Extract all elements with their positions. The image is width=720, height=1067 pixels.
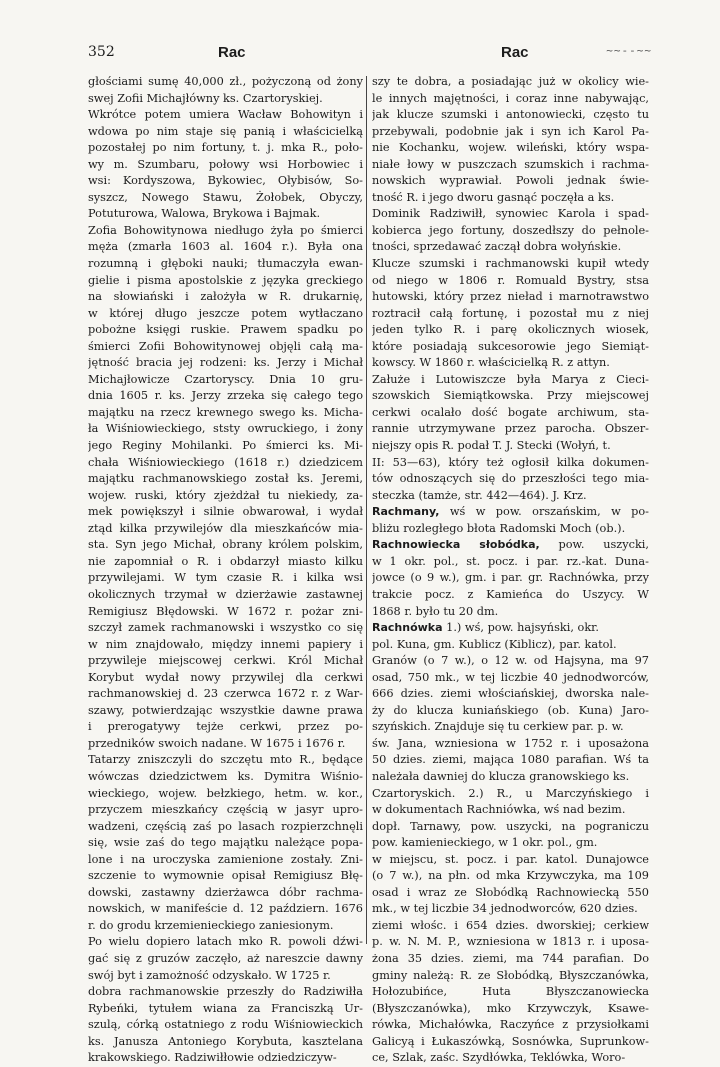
text-line: rozumną i głęboki nauki; tłumaczyła ewan- xyxy=(88,257,363,271)
text-line: Czartoryskich. 2.) R., u Marczyńskiego i xyxy=(372,786,649,800)
text-line: przebywali, podobnie jak i syn ich Karol Pa- xyxy=(372,124,649,138)
text-line: krakowskiego. Radziwiłłowie odziedziczyw- xyxy=(88,1051,337,1065)
text-line: swej Zofii Michajłówny ks. Czartoryskiej. xyxy=(88,91,323,105)
text-line: roztracił całą fortunę, i pozostał mu z niej xyxy=(372,306,649,320)
text-line: 1868 r. było tu 20 dm. xyxy=(372,604,499,618)
text-line: syszcz, Nowego Stawu, Żołobek, Obyczy, xyxy=(88,190,363,204)
text-line: (Błyszczanówka), mko Krzywczyk, Ksawe- xyxy=(372,1001,649,1015)
text-line: rówka, Michałówka, Raczyńce z przysiołkami xyxy=(372,1018,649,1032)
text-line: okolicznych trzymał w dzierżawie zastawnej xyxy=(88,587,363,601)
text-line: przywilejami. W tym czasie R. i kilka wsi xyxy=(88,571,363,585)
text-line: kobierca jego fortuny, doszedłszy do pełnole- xyxy=(372,223,649,237)
text-line: Rybeńki, tytułem wiana za Franciszką Ur- xyxy=(88,1001,363,1015)
text-line: jowce (o 9 w.), gm. i par. gr. Rachnówka, przy xyxy=(372,571,649,585)
text-line: i prerogatywy tejże cerkwi, przez po- xyxy=(88,720,363,734)
text-line: wojew. ruski, który zjeżdżał tu niekiedy, za- xyxy=(88,488,363,502)
text-line: szczył zamek rachmanowski i wszystko co się xyxy=(88,621,363,635)
text-line: 666 dzies. ziemi włościańskiej, dworska nale- xyxy=(372,687,649,701)
text-line: majątku rachmanowskiego został ks. Jeremi, xyxy=(88,472,363,486)
text-line: Michajłowicze Czartoryscy. Dnia 10 gru- xyxy=(88,372,363,386)
text-line: od niego w 1806 r. Romuald Bystry, stsa xyxy=(372,273,649,287)
text-line: ziemi włośc. i 654 dzies. dworskiej; cerkiew xyxy=(372,918,649,932)
text-line: szawy, potwierdzając wszystkie dawne prawa xyxy=(88,703,363,717)
text-line: dowski, zastawny dzierżawca dóbr rachma- xyxy=(88,885,363,899)
text-line: w miejscu, st. pocz. i par. katol. Dunajowce xyxy=(372,852,649,866)
text-line: głościami sumę 40,000 zł., pożyczoną od żony xyxy=(88,75,363,88)
text-line: Rachnowiecka słobódka, pow. uszycki, xyxy=(372,538,649,552)
text-line: Wkrótce potem umiera Wacław Bohowityn i xyxy=(88,108,363,122)
text-line: ks. Janusza Antoniego Korybuta, kasztelana xyxy=(88,1034,363,1048)
entry-headword: Rachnowiecka słobódka, xyxy=(372,538,540,552)
text-line: gielie i pisma apostolskie z języka greckiego xyxy=(88,273,363,287)
text-line: wieckiego, wojew. bełzkiego, hetm. w. kor., xyxy=(88,786,363,800)
text-line: 50 dzies. ziemi, mająca 1080 parafian. Wś ta xyxy=(372,753,649,767)
text-line: dopł. Tarnawy, pow. uszycki, na pograniczu xyxy=(372,819,649,833)
text-line: tności, sprzedawać zaczął dobra wołyńskie. xyxy=(372,240,622,254)
text-line: Potuturowa, Walowa, Brykowa i Bajmak. xyxy=(88,207,321,221)
text-line: przywileje miejscowej cerkwi. Król Michał xyxy=(88,654,363,668)
text-line: tność R. i jego dworu gasnąć poczęła a ks. xyxy=(372,190,615,204)
text-line: Remigiusz Błędowski. W 1672 r. pożar zni- xyxy=(88,604,363,618)
text-line: swój byt i zamożność odzyskało. W 1725 r. xyxy=(88,968,331,982)
page-number: 352 xyxy=(88,44,115,60)
text-line: szczenie to wymownie opisał Remigiusz Błę- xyxy=(88,869,363,883)
text-line: wówczas dziedzictwem ks. Dymitra Wiśnio- xyxy=(88,769,363,783)
text-line: le innych majętności, i coraz inne nabywając, xyxy=(372,91,649,105)
right-column xyxy=(372,74,649,1067)
running-head-left: Rac xyxy=(218,44,246,61)
text-line: jego Reginy Mohilanki. Po śmierci ks. Mi- xyxy=(88,439,363,453)
text-line: (o 7 w.), na płn. od mka Krzywczyka, ma 109 xyxy=(372,869,649,883)
text-line: przyczem mieszkańcy częścią w jasyr upro- xyxy=(88,803,363,817)
text-line: pobożne księgi ruskie. Prawem spadku po xyxy=(88,323,363,337)
text-line: przedników swoich nadane. W 1675 i 1676 r. xyxy=(88,736,346,750)
text-line: Zofia Bohowitynowa niedługo żyła po śmierci xyxy=(88,223,363,237)
text-line: się, wsie zaś do tego majątku należące popa- xyxy=(88,836,363,850)
column-divider xyxy=(366,76,367,944)
text-line: ła Wiśniowieckiego, ststy owruckiego, i żony xyxy=(88,422,363,436)
text-line: nowskich wyprawiał. Powoli jednak świe- xyxy=(372,174,649,188)
text-line: trakcie pocz. z Kamieńca do Uszycy. W xyxy=(372,587,649,601)
text-line: w nim znajdowało, między innemi papiery i xyxy=(88,637,363,651)
text-line: niejszy opis R. podał T. J. Stecki (Wołyń, t. xyxy=(372,439,611,453)
text-line: pow. kamienieckiego, w 1 okr. pol., gm. xyxy=(372,836,598,850)
text-line: wdowa po nim staje się panią i właścicielką xyxy=(88,124,363,138)
text-line: niałe łowy w puszczach szumskich i rachma- xyxy=(372,157,649,171)
text-line: śmierci Zofii Bohowitynowej objęli całą ma- xyxy=(88,339,363,353)
text-line: tów odnoszących się do przeszłości tego mia- xyxy=(372,472,649,486)
text-line: w dokumentach Rachniówka, wś nad bezim. xyxy=(372,803,626,817)
text-line: nie zapomniał o R. i obdarzył miasto kilku xyxy=(88,554,363,568)
text-line: pozostałej po nim fortuny, t. j. mka R., poło- xyxy=(88,141,363,155)
text-line: Rachmany, wś w pow. orszańskim, w po- xyxy=(372,505,649,519)
text-line: Załuże i Lutowiszcze była Marya z Cieci- xyxy=(372,372,649,386)
text-line: sta. Syn jego Michał, obrany królem polskim, xyxy=(88,538,363,552)
text-line: jętność bracia jej rodzeni: ks. Jerzy i Michał xyxy=(88,356,363,370)
entry-headword: Rachmany, xyxy=(372,505,440,519)
left-column xyxy=(88,74,363,1067)
text-line: szyńskich. Znajduje się tu cerkiew par. p. w. xyxy=(372,720,624,734)
text-line: osad i wraz ze Słobódką Rachnowiecką 550 xyxy=(372,885,649,899)
text-line: ztąd kilka przywilejów dla mieszkańców mia- xyxy=(88,521,363,535)
text-line: w 1 okr. pol., st. pocz. i par. rz.-kat. Duna- xyxy=(372,554,649,568)
text-line: Klucze szumski i rachmanowski kupił wtedy xyxy=(372,257,649,271)
text-line: rannie utrzymywane przez parocha. Obszer- xyxy=(372,422,649,436)
text-line: r. do grodu krzemienieckiego zaniesionym. xyxy=(88,918,334,932)
running-head-right: Rac xyxy=(501,44,529,61)
text-line: Hołozubińce, Huta Błyszczanowiecka xyxy=(372,985,649,999)
text-line: Po wielu dopiero latach mko R. powoli dźwi- xyxy=(88,935,363,949)
text-line: steczka (tamże, str. 442—464). J. Krz. xyxy=(372,488,587,502)
text-line: chała Wiśniowieckiego (1618 r.) dziedzicem xyxy=(88,455,363,469)
text-line: cerkwi ocalało dość bogate archiwum, sta- xyxy=(372,405,649,419)
text-line: p. w. N. M. P., wzniesiona w 1813 r. i uposa- xyxy=(372,935,649,949)
text-line: wadzeni, częścią zaś po lasach rozpierzchnęli xyxy=(88,819,363,833)
text-line: nie Kochanku, wojew. wileński, który wspa- xyxy=(372,141,649,155)
text-line: ży do klucza kuniańskiego (ob. Kuna) Jaro- xyxy=(372,703,649,717)
text-line: jeden tylko R. i parę okolicznych wiosek, xyxy=(372,323,649,337)
text-line: mk., w tej liczbie 34 jednodworców, 620 dzies. xyxy=(372,902,638,916)
text-line: lone i na uroczyska zamienione zostały. Zni- xyxy=(88,852,363,866)
text-line: należała dawniej do klucza granowskiego ks. xyxy=(372,769,630,783)
text-line: mek powiększył i silnie obwarował, i wydał xyxy=(88,505,363,519)
text-line: Dominik Radziwiłł, synowiec Karola i spad- xyxy=(372,207,649,221)
text-line: pol. Kuna, gm. Kublicz (Kiblicz), par. katol. xyxy=(372,637,617,651)
corner-mark: ~~--~~ xyxy=(606,44,652,57)
text-line: Rachnówka 1.) wś, pow. hajsyński, okr. xyxy=(372,621,599,635)
text-line: hutowski, który przez nieład i marnotrawstwo xyxy=(372,290,649,304)
text-line: szulą, córką ostatniego z rodu Wiśniowieckich xyxy=(88,1018,363,1032)
text-line: bliżu rozległego błota Radomski Moch (ob.). xyxy=(372,521,626,535)
text-line: Korybut wydał nowy przywilej dla cerkwi xyxy=(88,670,363,684)
text-line: Granów (o 7 w.), o 12 w. od Hajsyna, ma 97 xyxy=(372,654,649,668)
text-line: Galicyą i Łukaszówką, Sosnówka, Suprunkow- xyxy=(372,1034,649,1048)
text-line: szowskich Siemiątkowska. Przy miejscowej xyxy=(372,389,649,403)
text-line: w której długo jeszcze potem wytłaczano xyxy=(88,306,363,320)
page-header xyxy=(88,44,652,68)
text-line: nowskich, w manifeście d. 12 październ. 1676 xyxy=(88,902,363,916)
text-line: wsi: Kordyszowa, Bykowiec, Ołybisów, So- xyxy=(88,174,363,188)
text-line: jak klucze szumski i antonowiecki, często tu xyxy=(372,108,649,122)
text-line: kowscy. W 1860 r. właścicielką R. z attyn. xyxy=(372,356,610,370)
text-line: wy m. Szumbaru, połowy wsi Horbowiec i xyxy=(88,157,363,171)
text-line: gminy należą: R. ze Słobódką, Błyszczanówka, xyxy=(372,968,649,982)
text-line: osad, 750 mk., w tej liczbie 40 jednodworców, xyxy=(372,670,649,684)
text-line: ce, Szlak, zaśc. Szydłówka, Teklówka, Woro- xyxy=(372,1051,626,1065)
text-line: żona 35 dzies. ziemi, ma 744 parafian. Do xyxy=(372,951,649,965)
text-line: II: 53—63), który też ogłosił kilka dokumen- xyxy=(372,455,649,469)
text-line: męża (zmarła 1603 al. 1604 r.). Była ona xyxy=(88,240,363,254)
text-line: które posiadają sukcesorowie jego Siemiąt- xyxy=(372,339,649,353)
text-line: gać się z gruzów zaczęło, aż nareszcie dawny xyxy=(88,951,363,965)
text-line: św. Jana, wzniesiona w 1752 r. i uposażona xyxy=(372,736,649,750)
text-line: dobra rachmanowskie przeszły do Radziwiłła xyxy=(88,985,363,999)
text-line: dnia 1605 r. ks. Jerzy zrzeka się całego tego xyxy=(88,389,363,403)
text-line: Tatarzy zniszczyli do szczętu mto R., będące xyxy=(88,753,363,767)
text-line: na słowiański i założyła w R. drukarnię, xyxy=(88,290,363,304)
text-line: rachmanowskiej d. 23 czerwca 1672 r. z War- xyxy=(88,687,363,701)
text-line: majątku na rzecz krewnego swego ks. Micha- xyxy=(88,405,363,419)
entry-headword: Rachnówka xyxy=(372,621,443,635)
text-line: szy te dobra, a posiadając już w okolicy wie- xyxy=(372,75,649,88)
